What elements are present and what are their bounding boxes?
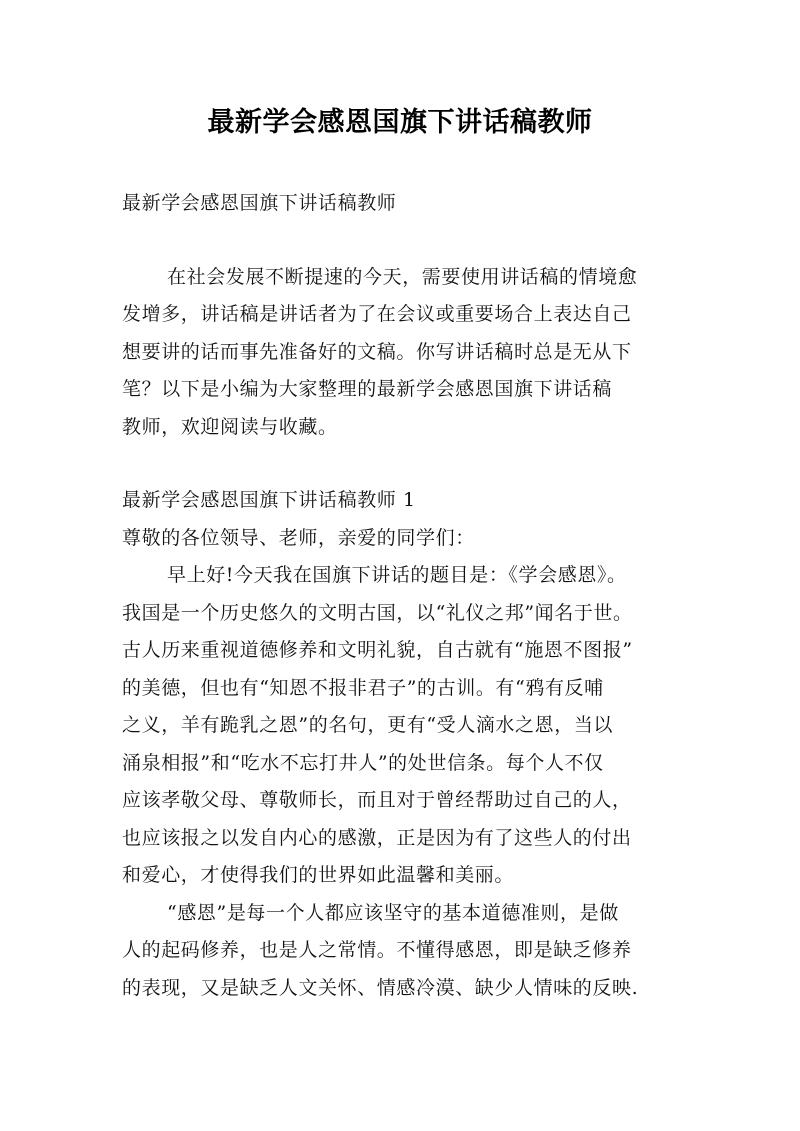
intro-line: 在社会发展不断提速的今天，需要使用讲话稿的情境愈 bbox=[167, 265, 638, 288]
greeting: 尊敬的各位领导、老师，亲爱的同学们： bbox=[122, 526, 475, 549]
spacer bbox=[122, 223, 687, 259]
paragraph-line: 早上好!今天我在国旗下讲话的题目是：《学会感恩》。 bbox=[167, 564, 627, 586]
document-subtitle: 最新学会感恩国旗下讲话稿教师 bbox=[122, 192, 397, 214]
intro-line: 教师，欢迎阅读与收藏。 bbox=[122, 415, 338, 438]
paragraph-2 bbox=[122, 895, 687, 1008]
paragraph-line: 的美德，但也有“知恩不报非君子”的古训。有“鸦有反哺 bbox=[122, 676, 604, 699]
document-body bbox=[122, 185, 687, 1007]
page-title: 最新学会感恩国旗下讲话稿教师 bbox=[207, 107, 593, 138]
intro-line: 想要讲的话而事先准备好的文稿。你写讲话稿时总是无从下 bbox=[122, 340, 632, 363]
paragraph-line: 涌泉相报”和“吃水不忘打井人”的处世信条。每个人不仅 bbox=[122, 751, 604, 774]
paragraph-line: 人的起码修养，也是人之常情。不懂得感恩，即是缺乏修养 bbox=[122, 939, 632, 961]
intro-line: 笔？以下是小编为大家整理的最新学会感恩国旗下讲话稿 bbox=[122, 378, 613, 400]
paragraph-line: 我国是一个历史悠久的文明古国，以“礼仪之邦”闻名于世。 bbox=[122, 601, 633, 624]
section-heading: 最新学会感恩国旗下讲话稿教师 1 bbox=[122, 489, 416, 511]
paragraph-line: 应该孝敬父母、尊敬师长，而且对于曾经帮助过自己的人， bbox=[122, 789, 632, 811]
intro-line: 发增多，讲话稿是讲话者为了在会议或重要场合上表达自己 bbox=[122, 303, 632, 325]
paragraph-line: 和爱心，才使得我们的世界如此温馨和美丽。 bbox=[122, 864, 515, 886]
intro-paragraph bbox=[122, 259, 687, 447]
paragraph-1 bbox=[122, 557, 687, 895]
paragraph-line: 的表现，又是缺乏人文关怀、情感冷漠、缺少人情味的反映. bbox=[122, 976, 639, 999]
spacer bbox=[122, 446, 687, 482]
paragraph-line: 古人历来重视道德修养和文明礼貌，自古就有“施恩不图报” bbox=[122, 639, 633, 661]
paragraph-line: 之义，羊有跪乳之恩”的名句，更有“受人滴水之恩，当以 bbox=[122, 714, 614, 736]
paragraph-line: “感恩”是每一个人都应该坚守的基本道德准则，是做 bbox=[167, 901, 619, 924]
paragraph-line: 也应该报之以发自内心的感激，正是因为有了这些人的付出 bbox=[122, 826, 632, 849]
